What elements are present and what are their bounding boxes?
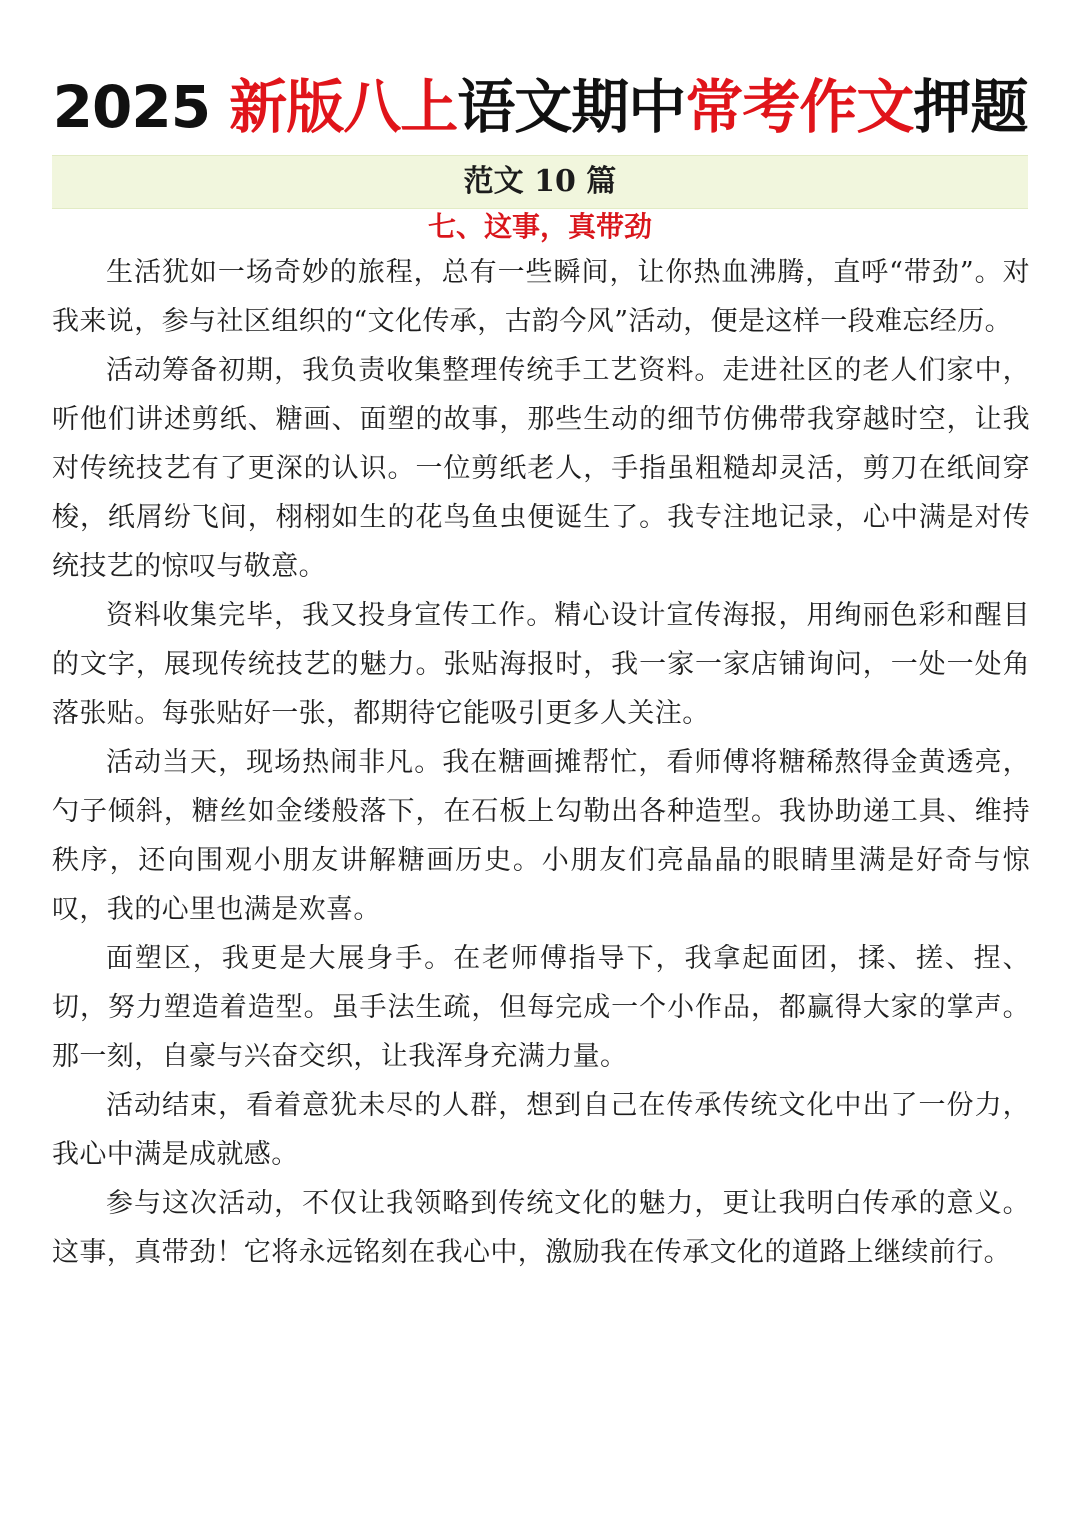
paragraph-1: 生活犹如一场奇妙的旅程，总有一些瞬间，让你热血沸腾，直呼“带劲”。对我来说，参与社区组织的“文化传承，古韵今风”活动，便是这样一段难忘经历。 [52, 257, 1030, 337]
essay-body [52, 248, 1030, 1277]
paragraph-5: 面塑区，我更是大展身手。在老师傅指导下，我拿起面团，揉、搓、捏、切，努力塑造着造型。虽手法生疏，但每完成一个小作品，都赢得大家的掌声。那一刻，自豪与兴奋交织，让我浑身充满力量。 [52, 943, 1030, 1072]
paragraph-6: 活动结束，看着意犹未尽的人群，想到自己在传承传统文化中出了一份力，我心中满是成就感。 [52, 1090, 1030, 1170]
title-part-year: 2025 [52, 73, 230, 141]
subtitle-band [52, 155, 1028, 209]
title-part-prediction: 押题 [913, 73, 1028, 141]
paragraph-2: 活动筹备初期，我负责收集整理传统手工艺资料。走进社区的老人们家中，听他们讲述剪纸、糖画、面塑的故事，那些生动的细节仿佛带我穿越时空，让我对传统技艺有了更深的认识。一位剪纸老人，手指虽粗糙却灵活，剪刀在纸间穿梭，纸屑纷飞间，栩栩如生的花鸟鱼虫便诞生了。我专注地记录，心中满是对传统技艺的惊叹与敬意。 [52, 355, 1030, 582]
title-part-subject: 语文期中 [457, 73, 686, 141]
title-part-common-essay: 常考作文 [685, 73, 914, 141]
paragraph-3: 资料收集完毕，我又投身宣传工作。精心设计宣传海报，用绚丽色彩和醒目的文字，展现传统技艺的魅力。张贴海报时，我一家一家店铺询问，一处一处角落张贴。每张贴好一张，都期待它能吸引更多人关注。 [52, 600, 1030, 729]
main-title [0, 72, 1080, 142]
essay-title: 七、这事，真带劲 [427, 210, 652, 243]
paragraph-4: 活动当天，现场热闹非凡。我在糖画摊帮忙，看师傅将糖稀熬得金黄透亮，勺子倾斜，糖丝如金缕般落下，在石板上勾勒出各种造型。我协助递工具、维持秩序，还向围观小朋友讲解糖画历史。小朋友们亮晶晶的眼睛里满是好奇与惊叹，我的心里也满是欢喜。 [52, 747, 1030, 925]
title-part-new-edition: 新版八上 [229, 73, 458, 141]
subtitle-text: 范文 10 篇 [463, 164, 617, 199]
paragraph-7: 参与这次活动，不仅让我领略到传统文化的魅力，更让我明白传承的意义。这事，真带劲！它将永远铭刻在我心中，激励我在传承文化的道路上继续前行。 [52, 1188, 1030, 1268]
